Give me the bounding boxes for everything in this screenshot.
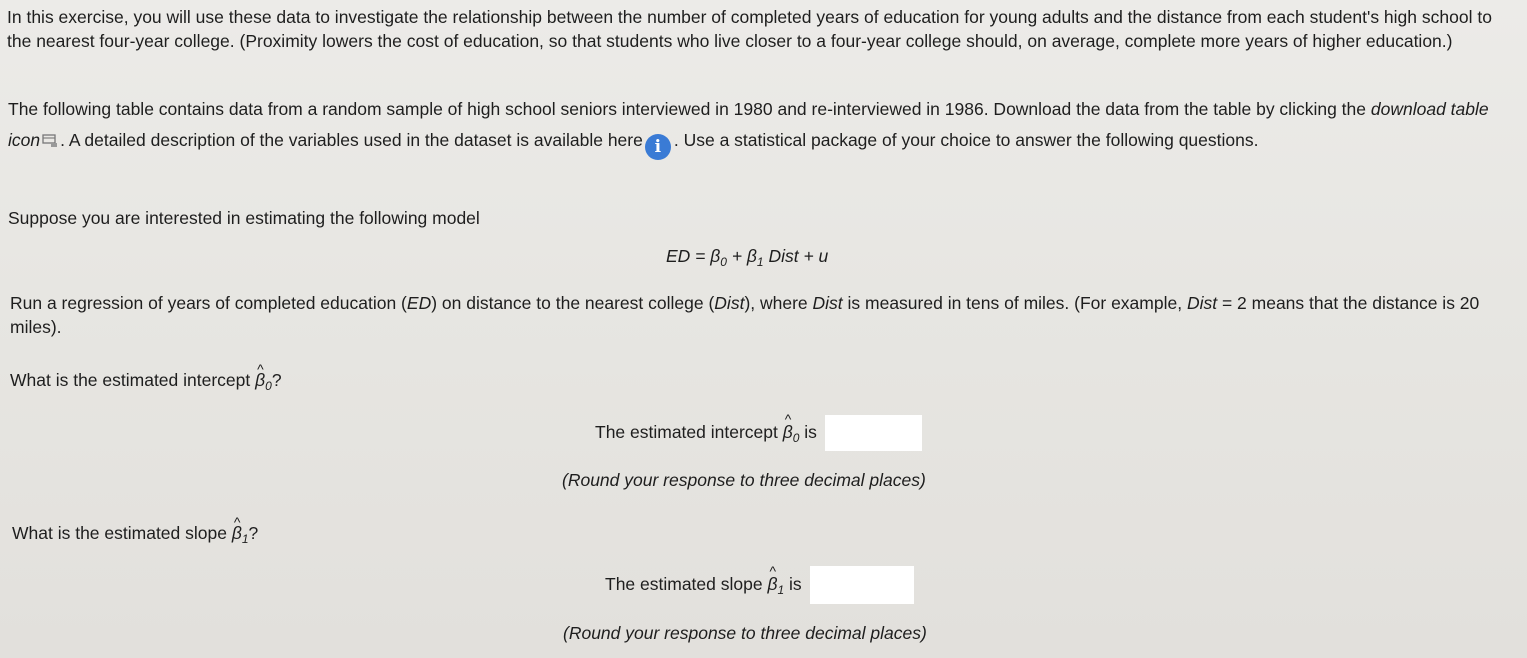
regression-text-d: is measured in tens of miles. (For example,	[842, 293, 1187, 313]
intercept-answer-input[interactable]	[825, 415, 922, 451]
question-intercept-text: What is the estimated intercept	[10, 370, 256, 390]
question-intercept-mark: ?	[271, 370, 282, 390]
question-slope-text: What is the estimated slope	[12, 523, 232, 543]
regression-dist-3: Dist	[1186, 293, 1218, 313]
answer-beta-hat-1: ^ β	[767, 574, 777, 595]
data-description-paragraph	[8, 94, 1498, 160]
regression-text-a: Run a regression of years of completed education (	[10, 293, 407, 313]
slope-answer-text: The estimated slope	[605, 573, 768, 594]
question-intercept	[10, 368, 282, 398]
beta-1-subscript: 1	[756, 255, 764, 269]
model-lead-text: Suppose you are interested in estimating the following model	[8, 208, 480, 228]
beta-hat-0-subscript: 0	[265, 379, 272, 393]
answer-beta-hat-1-subscript: 1	[777, 582, 785, 597]
intercept-answer-row	[595, 415, 922, 451]
beta-0-symbol: β	[710, 246, 721, 266]
question-slope	[12, 521, 258, 551]
regression-text-b: ) on distance to the nearest college (	[431, 293, 715, 313]
regression-instructions	[10, 291, 1500, 339]
equation-plus: +	[726, 246, 747, 266]
data-description-text-a: The following table contains data from a random sample of high school seniors interviewed in 1980 and re-interviewed in 1986. Download the data from the table by clicking the	[8, 99, 1371, 119]
data-description-text-b: . A detailed description of the variables used in the dataset is available here	[60, 130, 643, 150]
regression-dist-1: Dist	[714, 293, 745, 313]
equation-tail: + u	[798, 246, 829, 266]
info-icon[interactable]: i	[645, 134, 671, 160]
download-table-icon[interactable]	[42, 134, 58, 148]
regression-ed: ED	[406, 293, 432, 313]
regression-text-c: ), where	[744, 293, 813, 313]
question-slope-mark: ?	[248, 523, 259, 543]
slope-rounding-note: (Round your response to three decimal places)	[563, 623, 927, 643]
intercept-answer-label	[595, 422, 817, 445]
data-description-text-c: . Use a statistical package of your choice to answer the following questions.	[673, 130, 1259, 150]
equation-lhs: ED =	[666, 246, 711, 266]
slope-answer-is: is	[784, 573, 802, 594]
model-equation	[666, 246, 828, 269]
beta-1-symbol: β	[746, 246, 757, 266]
answer-beta-hat-0: ^ β	[783, 422, 793, 443]
regression-text-e: = 2 means that the distance is 20 miles).	[10, 293, 1480, 337]
beta-hat-1-subscript: 1	[241, 532, 249, 546]
intro-paragraph: In this exercise, you will use these data to investigate the relationship between the number of completed years of education for young adults and the distance from each student's high school to the nearest four-year college. (Proximity lowers the cost of education, so that students who live closer to a four-year college should, on average, complete more years of higher education.)	[7, 7, 1492, 51]
equation-dist: Dist	[768, 246, 799, 266]
regression-dist-2: Dist	[812, 293, 843, 313]
intercept-rounding-note: (Round your response to three decimal places)	[562, 470, 926, 490]
intercept-answer-is: is	[799, 421, 817, 442]
answer-beta-hat-0-subscript: 0	[792, 430, 800, 445]
slope-answer-row	[605, 566, 914, 604]
beta-hat-1: ^ β	[232, 521, 242, 545]
download-table-label: download table icon	[8, 99, 1489, 150]
slope-answer-input[interactable]	[810, 566, 914, 604]
beta-hat-0: ^ β	[255, 368, 265, 392]
beta-0-subscript: 0	[720, 255, 727, 269]
slope-answer-label	[605, 574, 802, 597]
intercept-answer-text: The estimated intercept	[595, 421, 783, 442]
